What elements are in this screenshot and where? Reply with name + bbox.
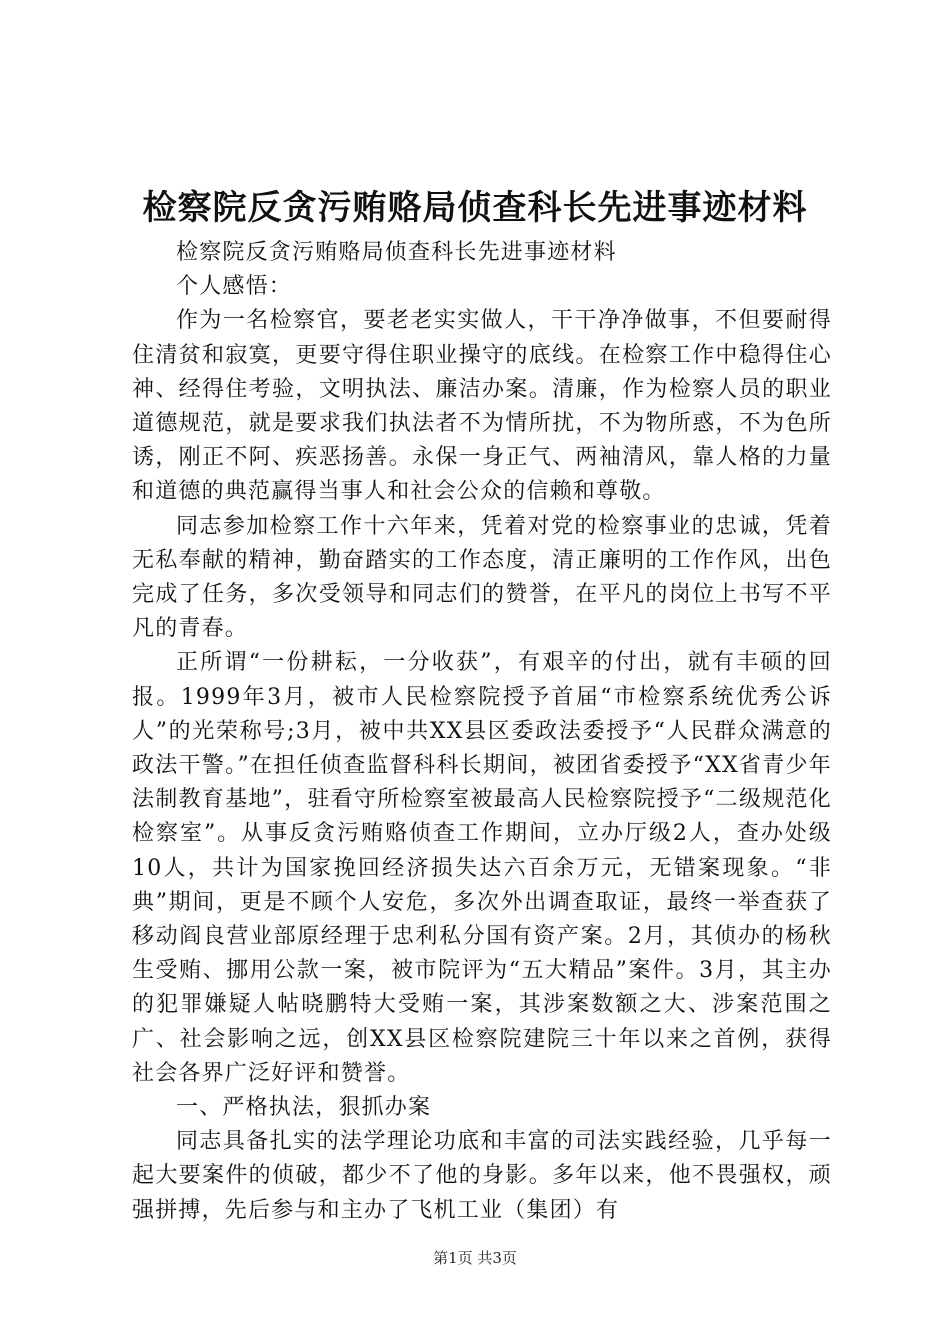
section-heading: 一、严格执法，狠抓办案 bbox=[176, 1095, 432, 1121]
body-paragraph: 正所谓“一份耕耘，一分收获”，有艰辛的付出，就有丰硕的回报。1999年3月，被市人民检察院授予首届“市检察系统优秀公诉人”的光荣称号;3月，被中共XX县区委政法委授予“人民群众满意的政法干警。”在担任侦查监督科科长期间，被团省委授予“XX省青少年法制教育基地”，驻看守所检察室被最高人民检察院授予“二级规范化检察室”。从事反贪污贿赂侦查工作期间，立办厅级2人，查办处级10人，共计为国家挽回经济损失达六百余万元，无错案现象。“非典”期间，更是不顾个人安危，多次外出调查取证，最终一举查获了移动阎良营业部原经理于忠利私分国有资产案。2月，其侦办的杨秋生受贿、挪用公款一案，被市院评为“五大精品”案件。3月，其主办的犯罪嫌疑人帖晓鹏特大受贿一案，其涉案数额之大、涉案范围之广、社会影响之远，创XX县区检察院建院三十年以来之首例，获得社会各界广泛好评和赞誉。 bbox=[132, 650, 832, 1086]
body-paragraph: 作为一名检察官，要老老实实做人，干干净净做事，不但要耐得住清贫和寂寞，更要守得住职业操守的底线。在检察工作中稳得住心神、经得住考验，文明执法、廉洁办案。清廉，作为检察人员的职业道德规范，就是要求我们执法者不为情所扰，不为物所惑，不为色所诱，刚正不阿、疾恶扬善。永保一身正气、两袖清风，靠人格的力量和道德的典范赢得当事人和社会公众的信赖和尊敬。 bbox=[132, 308, 832, 505]
subtitle-paragraph: 检察院反贪污贿赂局侦查科长先进事迹材料 bbox=[176, 240, 617, 265]
body-paragraph: 同志具备扎实的法学理论功底和丰富的司法实践经验，几乎每一起大要案件的侦破，都少不了他的身影。多年以来，他不畏强权，顽强拼搏，先后参与和主办了飞机工业（集团）有 bbox=[132, 1129, 832, 1223]
document-body bbox=[132, 236, 832, 1228]
section-label-paragraph: 个人感悟： bbox=[176, 274, 293, 300]
body-paragraph: 同志参加检察工作十六年来，凭着对党的检察事业的忠诚，凭着无私奉献的精神，勤奋踏实的工作态度，清正廉明的工作作风，出色完成了任务，多次受领导和同志们的赞誉，在平凡的岗位上书写不平凡的青春。 bbox=[132, 513, 832, 642]
page-number-footer: 第1页 共3页 bbox=[433, 1249, 517, 1267]
document-title: 检察院反贪污贿赂局侦查科长先进事迹材料 bbox=[142, 188, 808, 228]
